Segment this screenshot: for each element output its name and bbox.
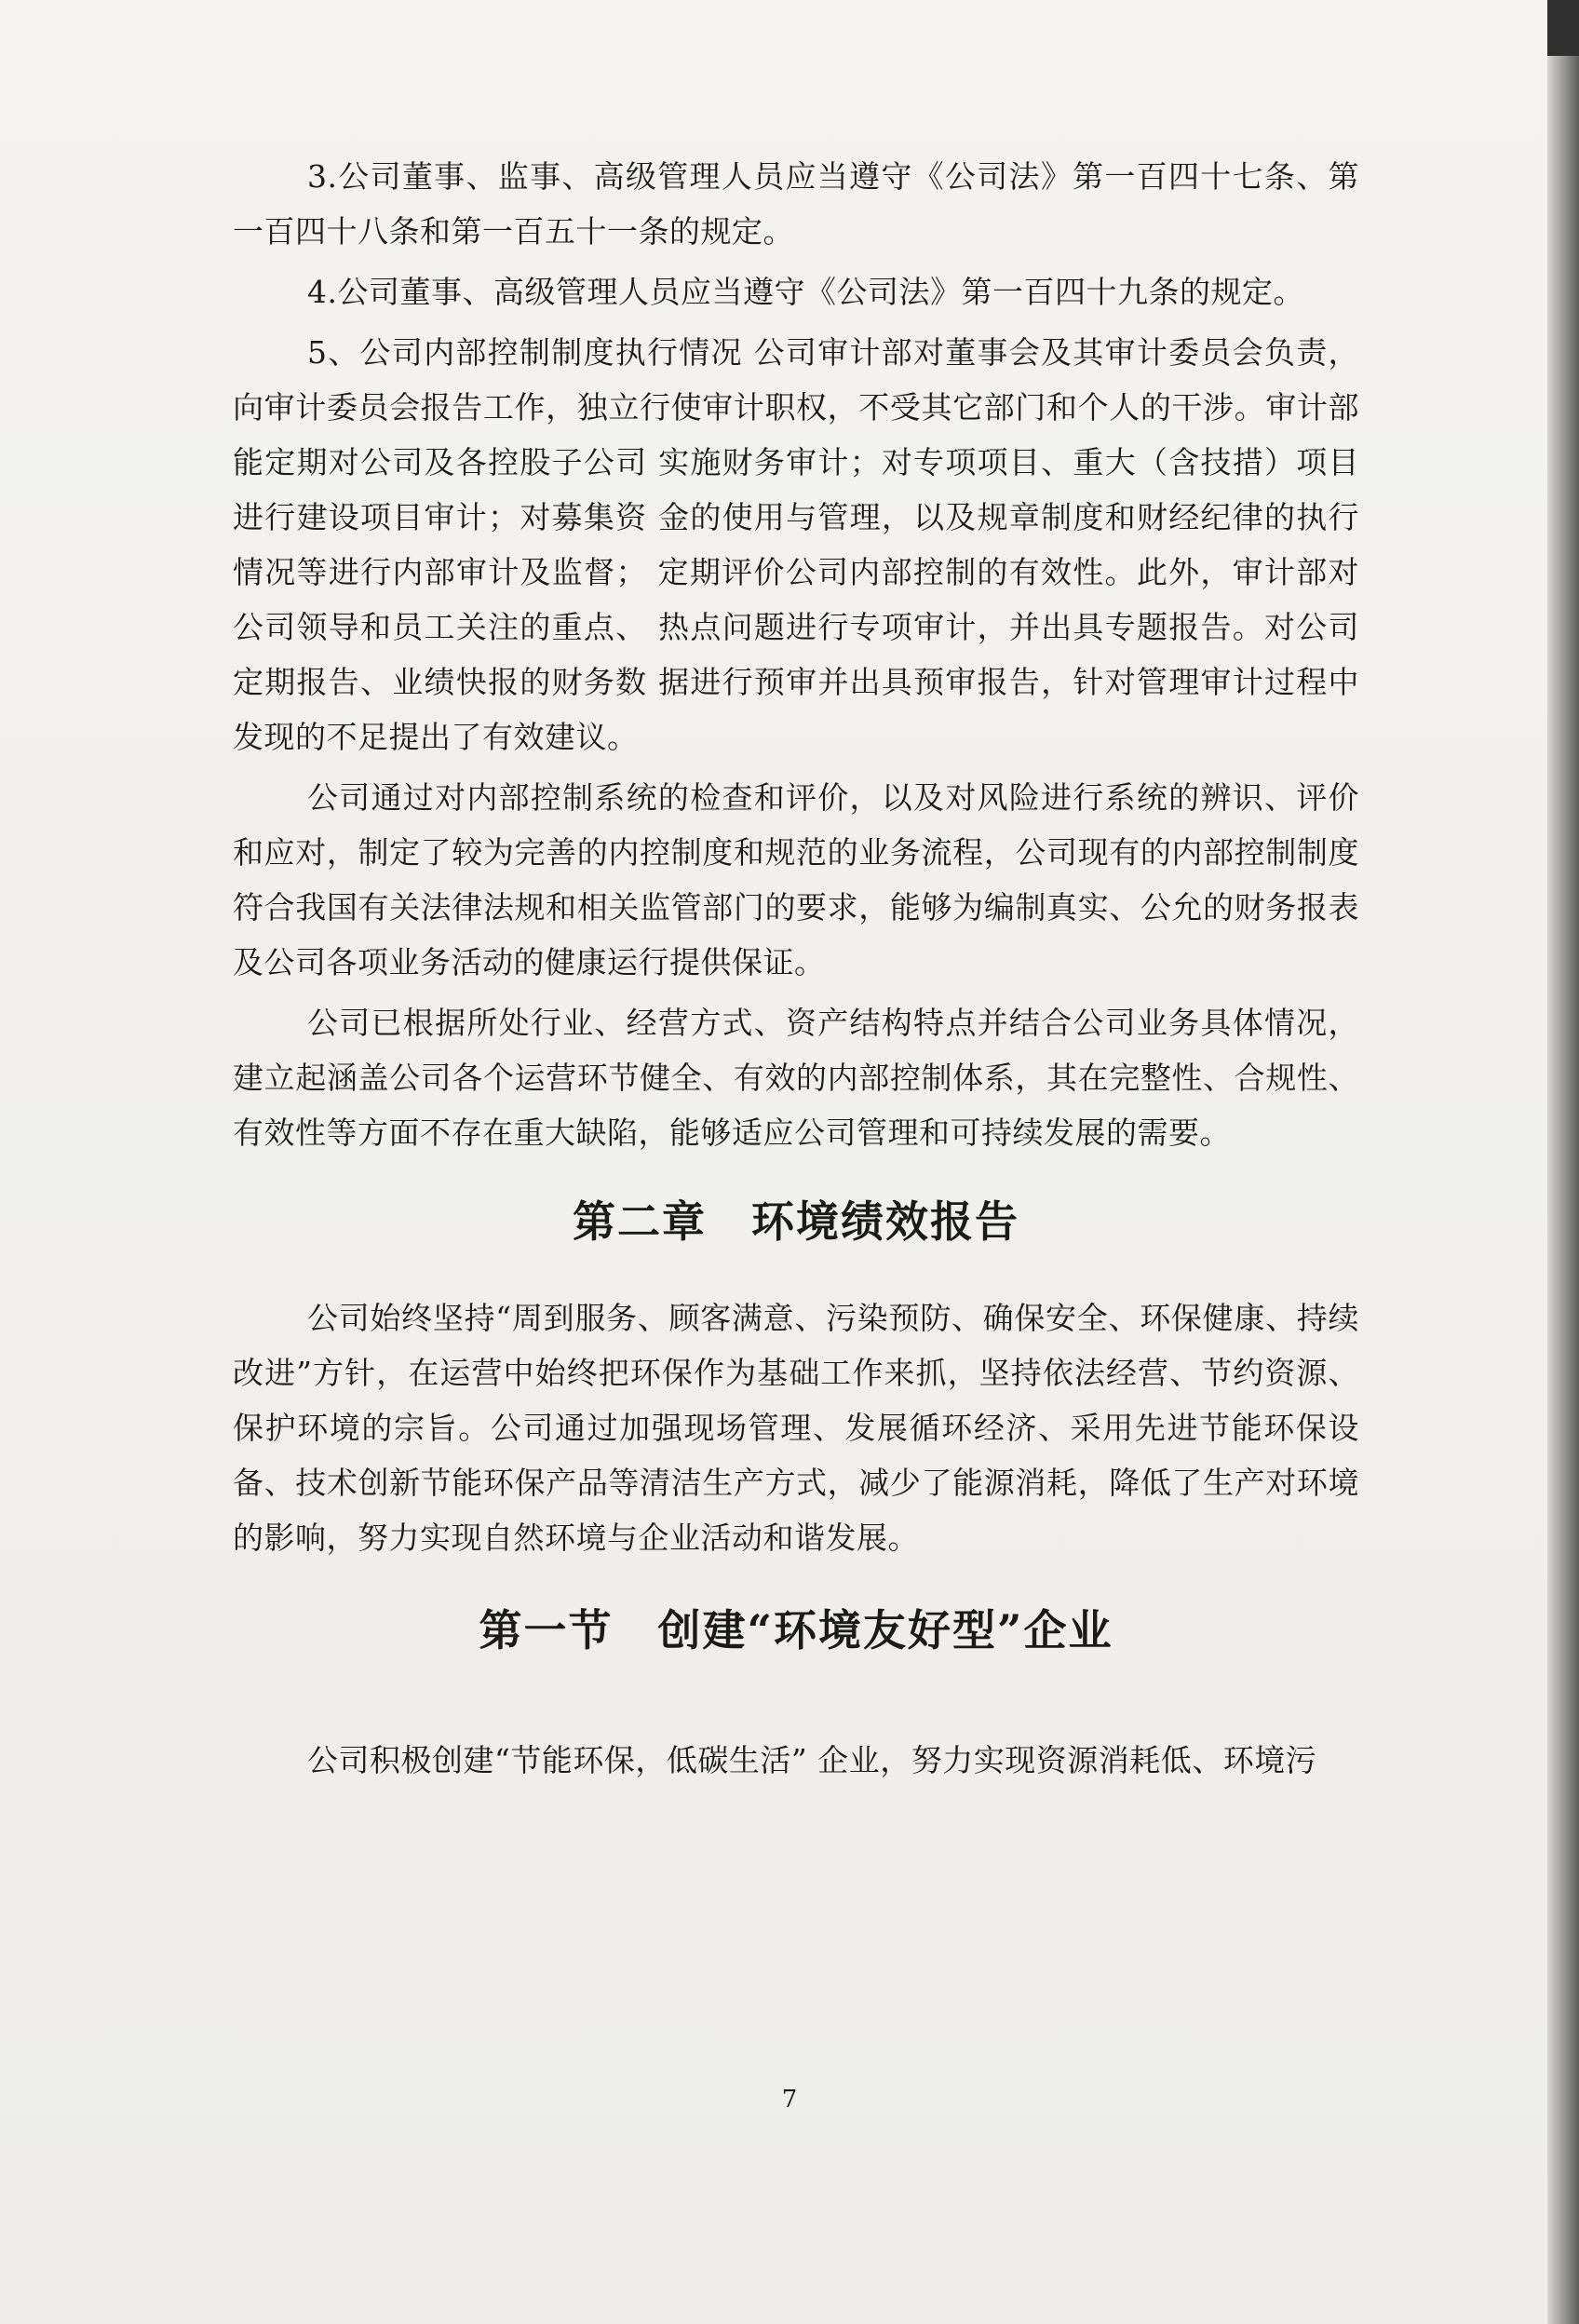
paragraph-low-carbon: 公司积极创建“节能环保，低碳生活” 企业，努力实现资源消耗低、环境污 <box>307 1742 1317 1778</box>
paragraph-article-4: 4.公司董事、高级管理人员应当遵守《公司法》第一百四十九条的规定。 <box>307 274 1304 310</box>
page-binding-shadow <box>1547 0 1579 56</box>
paragraph-control-evaluation: 公司通过对内部控制系统的检查和评价，以及对风险进行系统的辨识、评价和应对，制定了较为完善的内控制度和规范的业务流程，公司现有的内部控制制度符合我国有关法律法规和相关监管部门的要求，能够为编制真实、公允的财务报表及公司各项业务活动的健康运行提供保证。 <box>233 779 1359 980</box>
chapter-title: 第二章 环境绩效报告 <box>573 1196 1019 1247</box>
section-title: 第一节 创建“环境友好型”企业 <box>479 1605 1113 1655</box>
page-number: 7 <box>781 2086 798 2114</box>
paragraph-control-system: 公司已根据所处行业、经营方式、资产结构特点并结合公司业务具体情况，建立起涵盖公司各个运营环节健全、有效的内部控制体系，其在完整性、合规性、有效性等方面不存在重大缺陷，能够适应公司管理和可持续发展的需要。 <box>233 1005 1359 1151</box>
paragraph-article-3: 3.公司董事、监事、高级管理人员应当遵守《公司法》第一百四十七条、第一百四十八条和第一百五十一条的规定。 <box>233 158 1359 250</box>
paragraph-internal-control: 5、公司内部控制制度执行情况 公司审计部对董事会及其审计委员会负责，向审计委员会报告工作，独立行使审计职权，不受其它部门和个人的干涉。审计部能定期对公司及各控股子公司 实施财务审计；对专项项目、重大（含技措）项目进行建设项目审计；对募集资 金的使用与管理，以及规章制度和财经纪律的执行情况等进行内部审计及监督； 定期评价公司内部控制的有效性。此外，审计部对公司领导和员工关注的重点、 热点问题进行专项审计，并出具专题报告。对公司定期报告、业绩快报的财务数 据进行预审并出具预审报告，针对管理审计过程中发现的不足提出了有效建议。 <box>233 334 1359 755</box>
page-content <box>233 149 1359 2039</box>
page-binding-edge <box>1547 0 1579 2324</box>
paragraph-environment-policy: 公司始终坚持“周到服务、顾客满意、污染预防、确保安全、环保健康、持续改进”方针，在运营中始终把环保作为基础工作来抓，坚持依法经营、节约资源、保护环境的宗旨。公司通过加强现场管理、发展循环经济、采用先进节能环保设备、技术创新节能环保产品等清洁生产方式，减少了能源消耗，降低了生产对环境的影响，努力实现自然环境与企业活动和谐发展。 <box>233 1300 1359 1556</box>
